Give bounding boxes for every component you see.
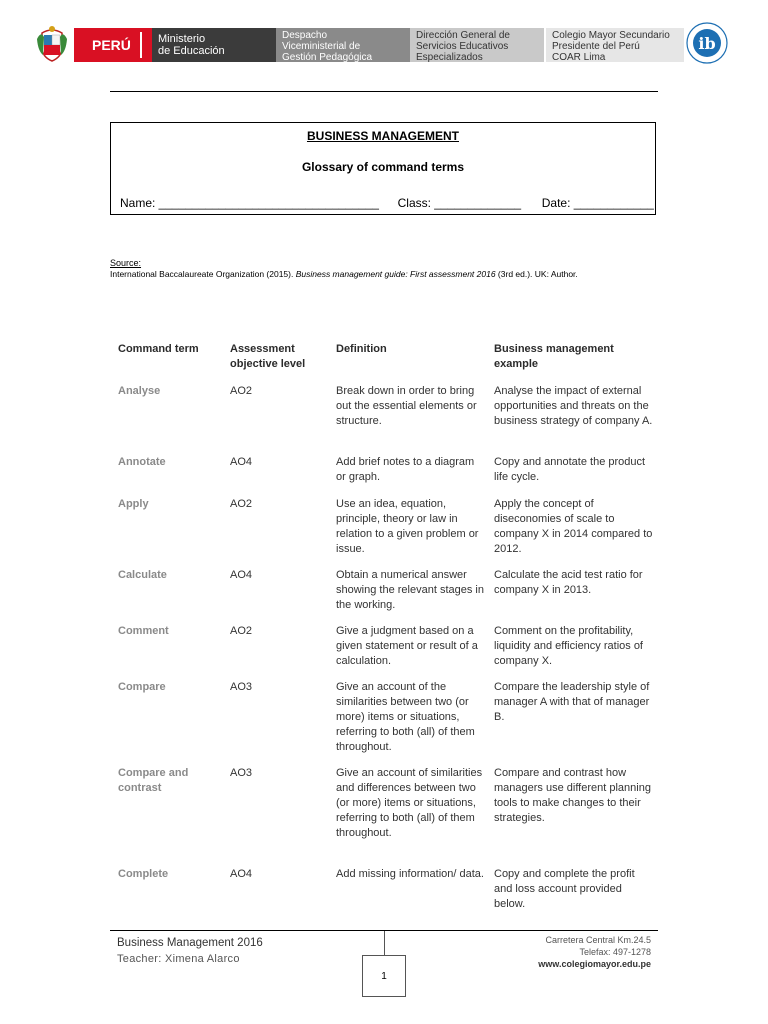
footer-website[interactable]: www.colegiomayor.edu.pe: [538, 959, 651, 969]
page-number: 1: [362, 955, 406, 997]
example: Compare and contrast how managers use different planning tools to make changes to their strategies.: [494, 767, 651, 824]
assessment-level: AO2: [230, 625, 253, 637]
assessment-level: AO2: [230, 498, 253, 510]
peru-coat-of-arms-icon: [37, 25, 67, 63]
document-title: BUSINESS MANAGEMENT: [306, 129, 459, 143]
colegio-line: COAR Lima: [552, 52, 606, 63]
example: Copy and complete the profit and loss account provided below.: [494, 868, 635, 910]
colegio-box: [546, 28, 684, 62]
definition: Obtain a numerical answer showing the relevant stages in the working.: [336, 569, 484, 611]
assessment-level: AO4: [230, 456, 253, 468]
assessment-level: AO4: [230, 868, 253, 880]
page-number-connector: [384, 931, 385, 955]
direccion-line: Especializados: [416, 52, 483, 63]
footer-address: Carretera Central Km.24.5: [545, 935, 651, 945]
footer-contact: [538, 934, 651, 970]
direccion-line: Servicios Educativos: [416, 41, 509, 52]
source-label: Source:: [110, 258, 142, 268]
ib-logo-text: ib: [698, 34, 716, 53]
command-term: Apply: [118, 498, 149, 510]
citation-suffix: (3rd ed.). UK: Author.: [495, 269, 578, 279]
definition: Give a judgment based on a given statement or result of a calculation.: [336, 625, 478, 667]
ministry-line: Ministerio: [158, 33, 206, 45]
assessment-level: AO4: [230, 569, 253, 581]
example: Comment on the profitability, liquidity and efficiency ratios of company X.: [494, 625, 643, 667]
example: Analyse the impact of external opportunities and threats on the business strategy of company A.: [494, 385, 653, 427]
command-term: Annotate: [118, 456, 166, 468]
colegio-line: Colegio Mayor Secundario: [552, 30, 670, 41]
despacho-box: [276, 28, 410, 62]
student-info-row: [120, 196, 654, 210]
ministry-line: de Educación: [158, 45, 225, 57]
example: Calculate the acid test ratio for company X in 2013.: [494, 569, 643, 596]
header-assessment-level: Assessment objective level: [230, 343, 306, 370]
direccion-line: Dirección General de: [416, 30, 510, 41]
title-box: [110, 122, 656, 215]
definition: Give an account of similarities and differences between two (or more) items or situations, referring to both (all) of them throughout.: [336, 767, 483, 839]
direccion-box: [410, 28, 544, 62]
date-field: Date: ____________: [541, 196, 654, 210]
command-term: Compare and contrast: [118, 767, 189, 794]
example: Copy and annotate the product life cycle.: [494, 456, 646, 483]
footer-course: Business Management 2016: [117, 937, 263, 949]
header-example: Business management example: [494, 343, 614, 370]
footer-phone: Telefax: 497-1278: [579, 947, 651, 957]
name-field: Name: _________________________________: [120, 196, 379, 210]
document-subtitle: Glossary of command terms: [301, 160, 465, 174]
despacho-line: Viceministerial de: [282, 41, 361, 52]
peru-brand-box: [74, 28, 152, 62]
assessment-level: AO3: [230, 681, 253, 693]
command-term: Comment: [118, 625, 169, 637]
assessment-level: AO3: [230, 767, 253, 779]
header-command-term: Command term: [118, 343, 199, 355]
assessment-level: AO2: [230, 385, 253, 397]
example: Apply the concept of diseconomies of scale to company X in 2014 compared to 2012.: [494, 498, 653, 555]
definition: Add missing information/ data.: [336, 868, 484, 880]
command-term: Calculate: [118, 569, 167, 581]
colegio-line: Presidente del Perú: [552, 41, 640, 52]
command-term: Analyse: [118, 385, 161, 397]
class-field: Class: _____________: [397, 196, 522, 210]
definition: Break down in order to bring out the essential elements or structure.: [336, 385, 477, 427]
example: Compare the leadership style of manager A with that of manager B.: [494, 681, 650, 723]
top-divider: [110, 91, 658, 92]
header-banner: [34, 22, 724, 74]
definition: Use an idea, equation, principle, theory or law in relation to a given problem or issue.: [336, 498, 479, 555]
command-term: Compare: [118, 681, 166, 693]
ib-logo-icon: [686, 22, 728, 64]
footer-teacher: Teacher: Ximena Alarco: [117, 953, 240, 965]
peru-label: PERÚ: [92, 37, 131, 53]
header-definition: Definition: [336, 343, 387, 355]
despacho-line: Despacho: [282, 30, 328, 41]
ministry-box: [152, 28, 276, 62]
peru-divider: [140, 32, 142, 58]
citation-prefix: International Baccalaureate Organization (2015).: [110, 269, 296, 279]
definition: Give an account of the similarities between two (or more) items or situations, referring to both (all) of them throughout.: [336, 681, 475, 753]
despacho-line: Gestión Pedagógica: [282, 52, 373, 63]
definition: Add brief notes to a diagram or graph.: [336, 456, 475, 483]
source-citation: [110, 269, 578, 279]
citation-title: Business management guide: First assessment 2016: [295, 269, 496, 279]
command-term: Complete: [118, 868, 169, 880]
